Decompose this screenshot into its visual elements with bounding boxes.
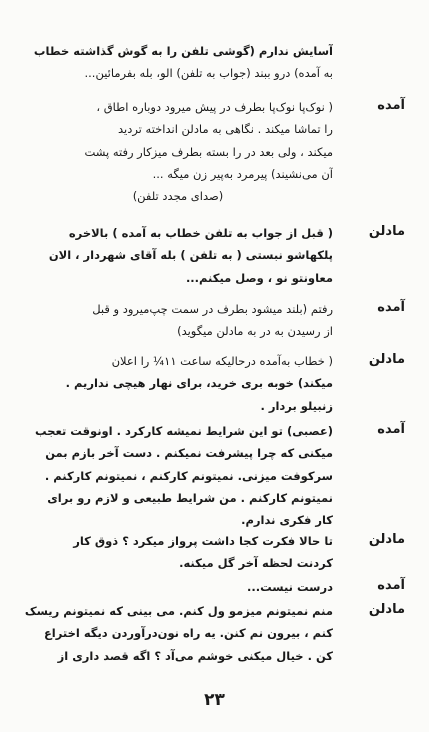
speaker-name: مادلن <box>368 602 405 617</box>
text-line: منم نمیتونم میزمو ول کنم. می بینی که نمیتونم ریسک <box>24 604 333 618</box>
dialogue-text <box>23 222 333 289</box>
text-line: کردنت لحظه آخر گل میکنه. <box>179 556 333 571</box>
dialogue-text <box>23 350 333 417</box>
speaker-name: مادلن <box>368 224 405 239</box>
text-line: به آمده) درو ببند (جواب به تلفن) الو، بله بفرمائین... <box>84 66 333 81</box>
text-line: میکند ، ولی بعد در را بسته بطرف میزکار رفته پشت <box>84 144 333 159</box>
dialogue-text <box>23 576 333 598</box>
dialogue-text <box>23 600 333 667</box>
text-line: تا حالا فکرت کجا داشت پرواز میکرد ؟ ذوق کار <box>73 534 333 548</box>
text-line: کن . خیال میکنی خوشم می‌آد ؟ اگه قصد داری از <box>57 648 333 663</box>
page-number: ۲۳ <box>204 690 225 710</box>
stage-direction: (صدای مجدد تلفن) <box>132 189 224 204</box>
text-line: ( قبل از جواب به تلفن خطاب به آمده ) بالاخره <box>68 226 333 240</box>
text-line: ( نوک‌پا نوک‌پا بطرف در پیش میرود دوباره اطاق ، <box>96 100 333 114</box>
text-line: میکند) خوبه بری خرید، برای نهار هیچی نداریم . <box>65 376 333 391</box>
text-line: سرکوفت میزنی. نمیتونم کارکنم ، نمیتونم کارکنم . <box>44 468 333 483</box>
dialogue-text <box>23 530 333 575</box>
text-line: از رسیدن به در به مادلن میگوید) <box>177 324 333 339</box>
speaker-name: آمده <box>377 578 405 593</box>
dialogue-text <box>23 96 333 207</box>
speaker-name: آمده <box>377 98 405 113</box>
text-line: کنم ، بیرون نم کنن. یه راه نون‌درآوردن دیگه اختراع <box>43 626 333 641</box>
speaker-name: مادلن <box>368 352 405 367</box>
text-line: معاونتو نو ، وصل میکنم... <box>185 270 333 285</box>
text-line: ( خطاب به‌آمده درحالیکه ساعت ۱۱¼ را اعلان <box>111 354 333 368</box>
speaker-name: آمده <box>377 300 405 315</box>
speaker-name: آمده <box>377 422 405 437</box>
dialogue-text <box>23 40 333 85</box>
speaker-name: مادلن <box>368 532 405 547</box>
text-line: را تماشا میکند . نگاهی به مادلن انداخته تردید <box>117 122 333 137</box>
text-line: آسایش ندارم (گوشی تلفن را به گوش گذاشته خطاب <box>33 44 333 58</box>
text-line: درست نیست... <box>246 580 333 594</box>
text-line: میکنی که چرا پیشرفت نمیکنم . دست آخر بازم بمن <box>45 446 333 461</box>
text-line: زنبیلو بردار . <box>260 398 333 413</box>
text-line: پلکهاشو نبستی ( به تلفن ) بله آقای شهردار ، الان <box>48 248 333 263</box>
dialogue-text <box>23 420 333 531</box>
text-line: کار فکری ندارم. <box>241 513 333 528</box>
text-line: نمیتونم کارکنم . من شرایط طبیعی و لازم رو برای <box>47 490 333 505</box>
dialogue-text <box>23 298 333 343</box>
text-line: آن می‌نشیند) پیرمرد به‌پیر زن میگه ... <box>152 166 333 181</box>
text-line: رفتم (بلند میشود بطرف در سمت چپ‌میرود و قبل <box>92 302 333 316</box>
text-line: (عصبی) تو این شرایط نمیشه کارکرد . اونوقت تعجب <box>35 424 333 438</box>
